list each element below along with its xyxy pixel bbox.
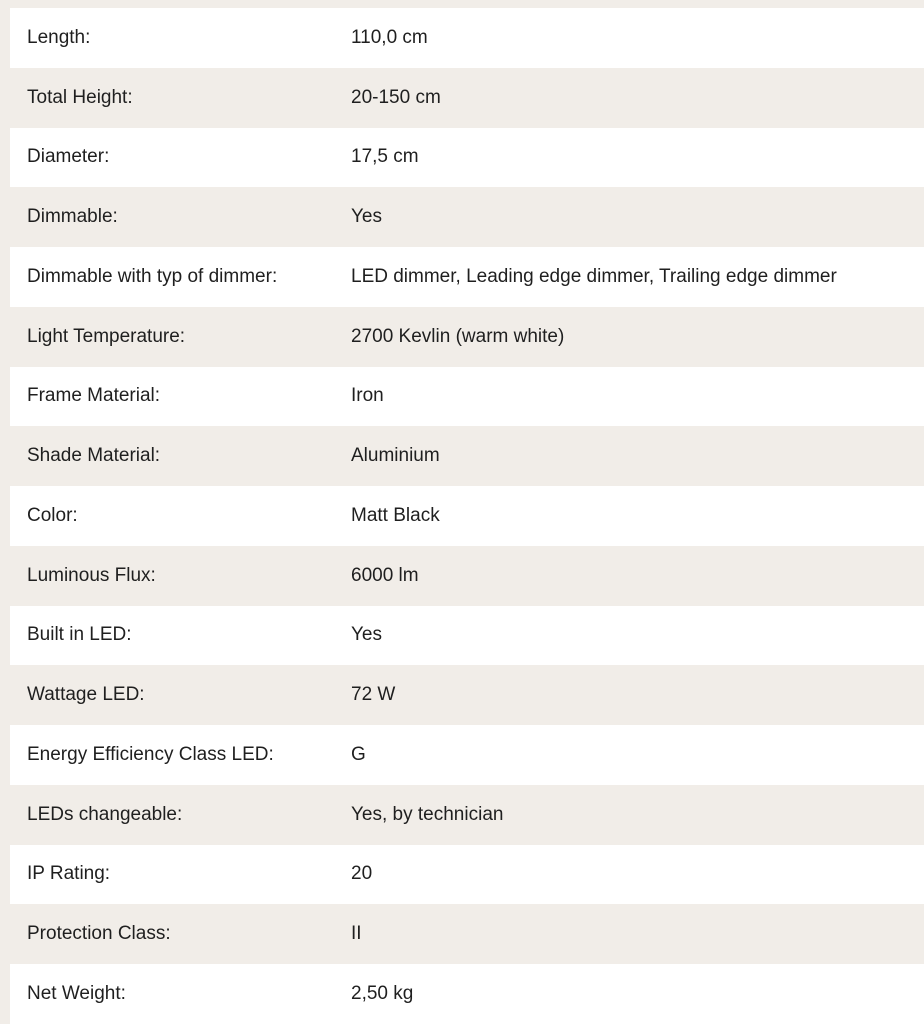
spec-value: 110,0 cm bbox=[351, 26, 428, 48]
spec-value: Iron bbox=[351, 385, 384, 407]
spec-value: Matt Black bbox=[351, 504, 440, 526]
spec-value: 20 bbox=[351, 863, 373, 885]
spec-label: Length: bbox=[27, 26, 91, 48]
spec-row-length bbox=[10, 8, 924, 68]
spec-label: LEDs changeable: bbox=[27, 803, 183, 825]
spec-label: IP Rating: bbox=[27, 863, 111, 885]
spec-value: 6000 lm bbox=[351, 564, 419, 586]
spec-value: Yes bbox=[351, 206, 382, 228]
spec-label: Net Weight: bbox=[27, 982, 126, 1004]
spec-value: II bbox=[351, 923, 362, 945]
spec-label: Dimmable with typ of dimmer: bbox=[27, 265, 278, 287]
spec-label: Dimmable: bbox=[27, 206, 118, 228]
spec-row-energy-efficiency bbox=[10, 725, 924, 785]
spec-row-protection-class bbox=[10, 904, 924, 964]
spec-row-net-weight bbox=[10, 964, 924, 1024]
spec-label: Total Height: bbox=[27, 86, 133, 108]
spec-label: Built in LED: bbox=[27, 624, 132, 646]
spec-label: Diameter: bbox=[27, 146, 110, 168]
spec-label: Color: bbox=[27, 504, 78, 526]
spec-row-built-in-led bbox=[10, 606, 924, 666]
spec-row-shade-material bbox=[10, 426, 924, 486]
spec-value: 2,50 kg bbox=[351, 982, 414, 1004]
spec-label: Light Temperature: bbox=[27, 325, 186, 347]
spec-label: Protection Class: bbox=[27, 923, 171, 945]
spec-row-frame-material bbox=[10, 367, 924, 427]
spec-row-dimmer-type bbox=[10, 247, 924, 307]
spec-table bbox=[10, 8, 924, 1024]
spec-row-luminous-flux bbox=[10, 546, 924, 606]
spec-value: 2700 Kevlin (warm white) bbox=[351, 325, 565, 347]
spec-value: 72 W bbox=[351, 684, 396, 706]
spec-value: Aluminium bbox=[351, 445, 440, 467]
spec-row-leds-changeable bbox=[10, 785, 924, 845]
spec-label: Wattage LED: bbox=[27, 684, 145, 706]
spec-row-color bbox=[10, 486, 924, 546]
spec-row-ip-rating bbox=[10, 845, 924, 905]
spec-row-wattage-led bbox=[10, 665, 924, 725]
spec-label: Luminous Flux: bbox=[27, 564, 156, 586]
spec-row-diameter bbox=[10, 128, 924, 188]
spec-value: 20-150 cm bbox=[351, 86, 441, 108]
spec-value: Yes bbox=[351, 624, 382, 646]
spec-label: Energy Efficiency Class LED: bbox=[27, 743, 274, 765]
spec-label: Shade Material: bbox=[27, 445, 161, 467]
spec-value: G bbox=[351, 743, 366, 765]
spec-label: Frame Material: bbox=[27, 385, 161, 407]
spec-row-dimmable bbox=[10, 187, 924, 247]
spec-value: LED dimmer, Leading edge dimmer, Trailing edge dimmer bbox=[351, 265, 837, 287]
spec-value: Yes, by technician bbox=[351, 803, 504, 825]
spec-row-light-temperature bbox=[10, 307, 924, 367]
spec-value: 17,5 cm bbox=[351, 146, 419, 168]
spec-row-total-height bbox=[10, 68, 924, 128]
